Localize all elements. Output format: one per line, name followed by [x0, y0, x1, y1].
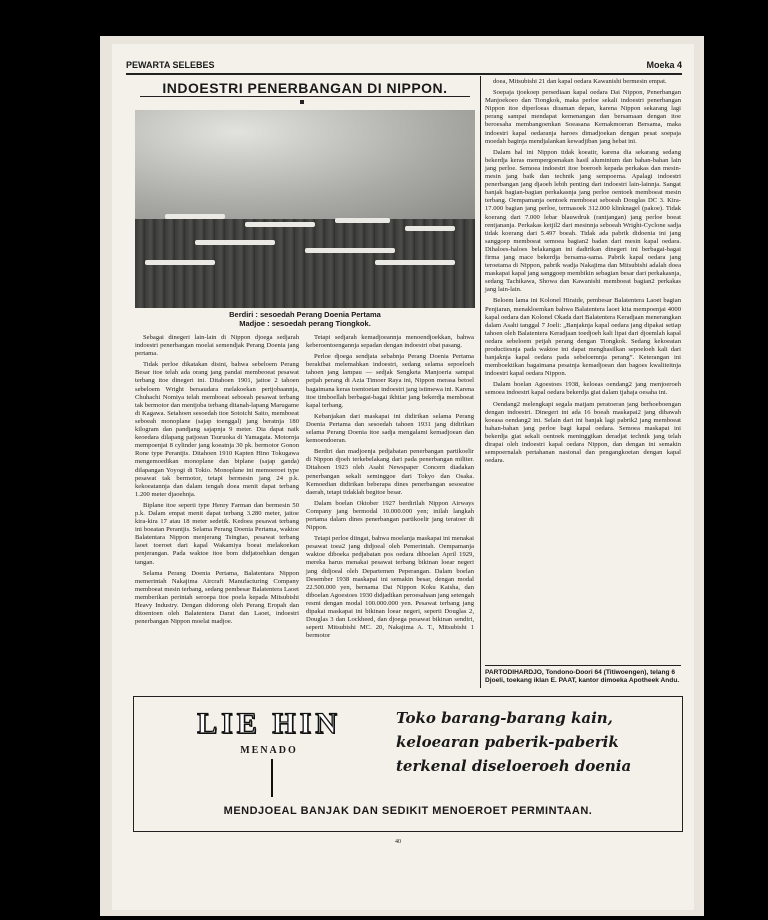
ad-brand: LIE HIN	[197, 707, 341, 740]
plane-shape	[335, 218, 390, 223]
ad-tagline: keloearan paberik-paberik	[396, 733, 619, 751]
paragraph: Sebagai dinegeri lain-lain di Nippon djoega sedjarah indoestri penerbangan moelai semendjak Perang Doenia jang pertama.	[135, 334, 299, 358]
paragraph: Tetapi sedjarah kemadjoeannja menoendjoekkan, bahwa keberoentoengannja sepadan dengan indoestri obat pasang.	[306, 334, 474, 350]
plane-shape	[405, 226, 455, 231]
column-divider	[480, 76, 481, 688]
publication-name: PEWARTA SELEBES	[126, 60, 215, 70]
paragraph: doea, Mitsubishi 21 dan kapal oedara Kawanishi bermesin empat.	[493, 78, 667, 85]
advertisement	[133, 696, 683, 832]
paragraph: Kebanjakan dari maskapai ini didirikan selama Perang Doenia Pertama dan sesoedah tahoen 1931 jang didirikan selama Perang Doenia itoe sadja mengalami kemadjoean dan kemoendoeran.	[306, 412, 474, 445]
paragraph: Berdiri dan madjoenja pedjabatan penerbangan partikoelir di Nippon djoeh terkebelakang dari pada penerbangan militer. Ditahoen 1923 oleh Asahi Newspaper Concern diadakan penerbangan sekali seminggoe dari Tokyo dan Osaka. Kemoedian didirikan beberapa dines penerbangan sesoeatoe daerah, tetapi tidaklah begitoe besar.	[306, 448, 474, 496]
plane-shape	[145, 260, 215, 265]
caption-line: Madjoe : sesoedah perang Tiongkok.	[239, 319, 371, 328]
ad-tagline: terkenal diseloeroeh doenia	[396, 757, 632, 775]
article-column-2	[306, 334, 474, 643]
paragraph: Tetapi perloe diingat, bahwa moelanja maskapai ini menakai pesawat toea2 jang didjoeal oleh Pemerintah. Oempamanja waktoe diboeka pedjabatan pos oedara diboelan April 1929, mereka harus menakai pesawat terbang bikinan loear negeri jang didjoeal oleh Departemen Peperangan. Dalam boelan Desember 1938 maskapai ini semakin besar, dengan modal 22.500.000 yen, bernama Dai Nippon Koku Kaisha, dan diboelan Agoestoes 1930 didjadikan peroesahaan jang setengah resmi dengan modal 100.000.000 yen. Pesawat terbang jang dipakai maskapai ini bikinan loear negeri, seperti Douglas 2, Douglas 3 dan Lockheed, dan djoega pesawat bikinan sendiri, seperti Mitsubishi MC. 20, Nakajima A. T., Mitsubishi 1 bermotor	[306, 535, 474, 640]
plane-shape	[305, 248, 395, 253]
article-column-1	[135, 334, 299, 629]
ad-city: MENADO	[240, 745, 298, 756]
notice-rule	[485, 665, 681, 666]
ad-divider-bar	[271, 759, 273, 797]
header-rule	[126, 73, 682, 75]
page-header	[126, 58, 682, 72]
paragraph: Soepaja tjoekoep persediaan kapal oedara Dai Nippon, Penerbangan Manjoekoeo dan Tiongkok, maka perloe sekali indoestri penerbangan Nippon itoe diperloeas diзaman depan, karena Nippon sekarang lagi perang sampai mendapat kemenangan dan bersamaan dengan itoe beroesaha membangoenkan Soeasana Kemakmoeran Bersama, maka indoestri kapal oedaranja haroes dimadjoekan dengan pesat soepaja moedah baginja mendjalankan kewadjiban jang hebat ini.	[485, 89, 681, 145]
paragraph: Dalam boelan Agoestoes 1938, keloeas oendang2 jang menjoeroeh semoea indoestri kapal oedara bekerdja giat dalam tjahaja oesaha ini.	[485, 381, 681, 397]
page-number: 40	[395, 839, 401, 845]
paragraph: Dalam boelan Oktober 1927 berdirilah Nippon Airways Company jang bermodal 10.000.000 yen; inilah langkah pertama dalam dines penerbangan partikoelir jang teratoer di Nippon.	[306, 499, 474, 532]
plane-shape	[165, 214, 225, 219]
classified-notice: PARTODIHARDJO, Tondono-Doori 64 (Titiwoengen), telang 6 Djoeli, toekang iklan E. PAAT, kantor dimoeka Apotheek Andu.	[485, 669, 680, 684]
plane-shape	[195, 240, 275, 245]
paragraph: Dalam hal ini Nippon tidak koeatir, karena dia sekarang sedang bekerdja keras mempergoenakan hasil aluminium dan bahan-bahan lain jang perloe. Semoea indoestri itoe boeroeh kepada perkakas dan mesin-mesin jang baik dan technik jang sempoerna. Apalagi indoestri penerbangan jang djaoeh lebih penting dari indoestri lain-lainnja. Sangat banjak bagian-bagian perkakasnja jang perloe oentoek memboeat mesin terbang. Oempamanja oentoek memboeat seboeah Douglas DC 3. Kira-17.000 bagian jang perloe, termasoek 312.000 klinknagel (pakoe). Tidak koerang dari 7.000 lebar blauwdruk (rantjangan) jang perloe boeat rentjananja. Perkakas ketjil2 dari mesinnja seboeah Wright-Cyclone sadja tidak koerang dari 5.497 boeah. Tidak ada pabrik didoenia ini jang sanggoep memboeat semoea bagian2 badan dari mesin kapal oedara. Dihaloes-haloes belakangan ini dadirikan dinegeri ini berbagai-bagai firma jang mace bekerdja bersama-sama. Pabrik kapal oedara jang teroetama di Nippon, pabrik wadja Nakajima dan Mitsubishi adalah doea maskapai kapal jang sanggoep membikin sebagian besar dari perkakasnja, sedang Tachikawa, Showa dan Kawanishi memboeat bagian2 perkakas jang lain-lain.	[485, 148, 681, 294]
article-title: INDOESTRI PENERBANGAN DI NIPPON.	[162, 80, 448, 96]
page-label: Moeka 4	[646, 60, 682, 70]
article-column-3	[485, 78, 681, 468]
caption-line: Berdiri : sesoedah Perang Doenia Pertama	[229, 310, 381, 319]
paragraph: Tidak perloe dikatakan disini, bahwa sebeloem Perang Besar itoe telah ada orang jang pandai membeoeat pesawat terbang itoe dinegeri ini. Ditahoen 1901, jaitoe 2 tahoen sebeloem Wright bersaudara melakoekan pertjobaannja, Chuhachi Nomiya telah memboeat seboeah pesawat terbang tak bermotor dan mentjoba terbang ditanah-lapang Marugame di Kagawa. Setahoen sesoedah itoe Sotoichi Saito, memboeat seboeah monoplane (sajap toenggal) jang beratnja 180 kilogram dan pandjang sajapnja 9 meter. Dia dapat naik keoedara dilapang patjoean Tsuruoka di Yamagata. Motornja mempoenjai 8 cylinder jang koeatnja 30 pk. bermotor Gonon Rone type Perantjis. Ditahoen 1910 Kapten Hino Tokugawa mengemoedikan monoplane dan biplane (sajap ganda) dilapangan Yoyogi di Tokio. Monoplane ini memoeroet type pesawat tak bermotor, tetapi bermesin jang 24 p.k. kekoeatannja dan dalam tengah doea menit dapat terbang 1.200 meter djaoehnja.	[135, 361, 299, 498]
photo-caption	[135, 310, 475, 328]
paragraph: Perloe djoega sendjata sebabnja Perang Doenia Pertama berakibat melemahkan indoestri, sedang selama sepoeloeh tahoen jang lampau — sedjak Sengketa Manjoeria sampai petjah perang di Azia Timoer Raya ini, Nippon merasa betoel bagaimana keras toentoetan indoestri jang istimewa ini. Karena itoe timboellah berbagai-bagai ikhtiar jang bekerdja memboeat kapal terbang.	[306, 353, 474, 409]
aircraft-photo	[135, 110, 475, 308]
paragraph: Oendang2 melengkapi segala matjam peratoeran jang berhoeboengan dengan indoestri. Dinegeri ini ada 16 boeah maskapai2 jang dibawah koeasa oendang2 ini. Selain dari ini banjak lagi pabrik2 jang memboeat bahan-bahan jang perloe bagi kapal oedara. Semoea maskapai ini bekerdja giat sekali oentoek meninggikan deradjat technik jang telah dirapai oleh indoestri kapal oedara Nippon, dan dengan ini semakin sempoernalah pertahanan nasional dan pengangkoetan dengan kapal oedara.	[485, 400, 681, 465]
plane-shape	[245, 222, 315, 227]
plane-shape	[375, 260, 455, 265]
paragraph: Beloem lama ini Kolonel Hiraide, pembesar Balatentera Laoet bagian Penjiaran, menakloemkan bahwa Balatentera laoet kita mempoenjai 4000 kapal oedara dan Kolonel Okada dari Balatentera Keradjaan menerangkan dalam Asahi tanggal 7 Joeli: „Banjaknja kapal oedara jang dipakai setiap tahoen oleh Balatentera Keradjaan toedjoeh kali lipat dari djoemlah kapal oedara sebeloem petjah perang dengan Tiongkok. Sedang kekoeatan productiesnja pada waktoe ini dapat menghasilkan sepoeloeh kali dari banjaknja kapal oedara pada sebeloemnja perang”. Keterangan ini memboektikan bagaimana pesatnja kemadjoean dan bagoes kwaliteitnja indoestri kapal oedara Nippon.	[485, 297, 681, 378]
title-ornament	[300, 100, 304, 104]
ad-footer: MENDJOEAL BANJAK DAN SEDIKIT MENOEROET PERMINTAAN.	[223, 805, 593, 817]
ad-tagline: Toko barang-barang kain,	[396, 709, 613, 727]
photo-sky	[135, 110, 475, 219]
paragraph: Selama Perang Doenia Pertama, Balatentara Nippon memerintah Nakajima Aircraft Manufacturing Company memboeat mesin terbang, sedang pembesar Balatentera Laoet memberikan perintah seroepa itoe poela kepada Mitsubishi Heavy Industry. Dengan didorong oleh Perang Eropah dan ditoentoen oleh Balatentera Darat dan Laoet, indoestri penerbangan Nippon moelai madjoe.	[135, 569, 299, 626]
paragraph: Biplane itoe seperti type Henry Farman dan bermesin 50 p.k. Dalam empat menit dapat terbang 3.280 meter, jaitoe kira-kira 17 atau 18 meter sedetik. Kedoea pesawat terbang ini boeatan Perantjis. Selama Perang Doenia Pertama, waktoe Balatentara Nippon menjerang Tsingtao, pesawat terbang laoet toeroet dari kapal Wakamiya boeat melakoekan penjerangan. Pada waktoe itoe bom didjatoehkan dengan tangan.	[135, 501, 299, 566]
title-underline	[140, 96, 470, 97]
